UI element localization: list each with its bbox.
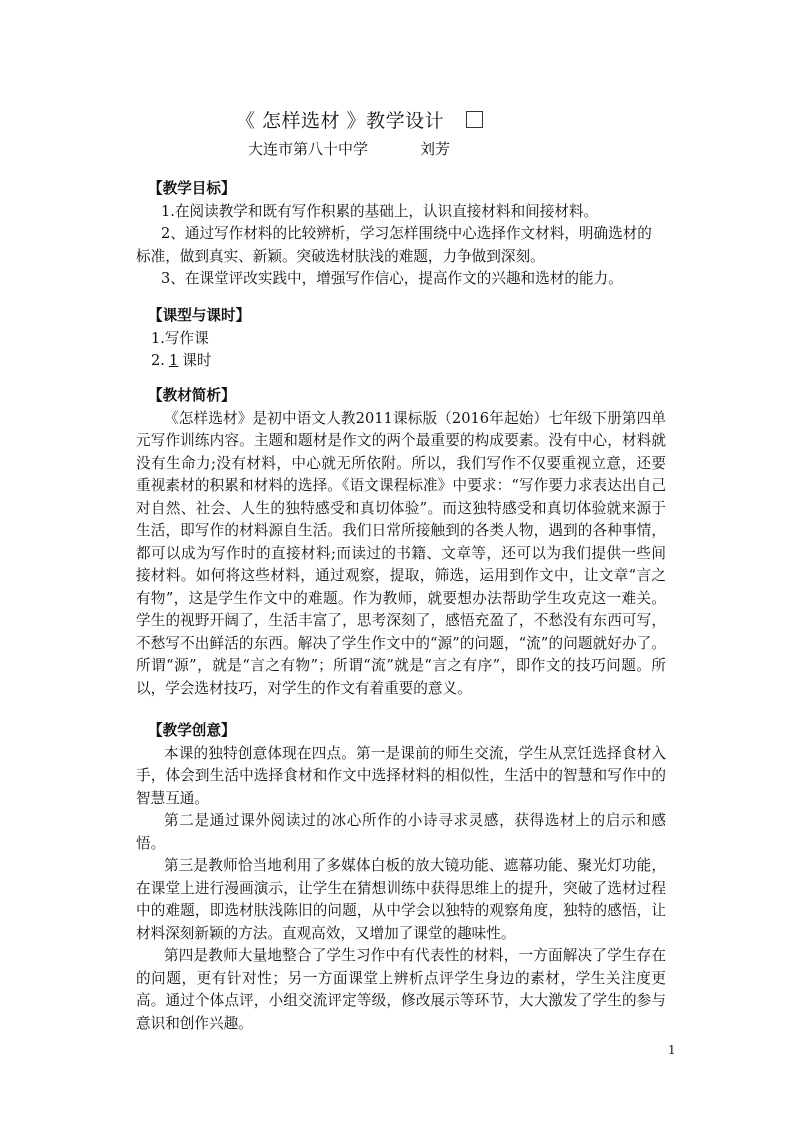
creativity-paragraph-2: 第二是通过课外阅读过的冰心所作的小诗寻求灵感，获得选材上的启示和感悟。: [136, 812, 666, 852]
goal-item-1: 1.在阅读教学和既有写作积累的基础上，认识直接材料和间接材料。: [161, 202, 599, 220]
section-goals: [136, 178, 666, 291]
creativity-paragraph-3: 第三是教师恰当地利用了多媒体白板的放大镜功能、遮幕功能、聚光灯功能，在课堂上进行漫画演示，让学生在猜想训练中获得思维上的提升，突破了选材过程中的难题，即选材肤浅陈旧的问题，从中学会以独特的观察角度，独特的感悟，让材料深刻新颖的方法。直观高效，又增加了课堂的趣味性。: [136, 857, 666, 942]
course-type-item-1: 1.写作课: [151, 329, 209, 347]
creativity-paragraph-1: 本课的独特创意体现在四点。第一是课前的师生交流，学生从烹饪选择食材入手，体会到生活中选择食材和作文中选择材料的相似性，生活中的智慧和写作中的智慧互通。: [136, 744, 666, 807]
author-name: 刘芳: [420, 140, 451, 158]
section-course-type: [136, 305, 666, 373]
textbook-heading: 【教材简析】: [148, 387, 236, 404]
goals-heading: 【教学目标】: [148, 180, 236, 197]
course-type-heading: 【课型与课时】: [148, 307, 251, 324]
course-type-item-2: [151, 350, 666, 373]
course-hours-value: 1: [168, 352, 179, 369]
goal-item-2: 2、通过写作材料的比较辨析，学习怎样围绕中心选择作文材料，明确选材的标准，做到真实、新颖。突破选材肤浅的难题，力争做到深刻。: [136, 225, 652, 265]
textbook-body: 《怎样选材》是初中语文人教2011课标版（2016年起始）七年级下册第四单元写作训练内容。主题和题材是作文的两个最重要的构成要素。没有中心，材料就没有生命力;没有材料，中心就无所依附。所以，我们写作不仅要重视立意，还要重视素材的积累和材料的选择。《语文课程标准》中要求：“写作要力求表达出自己对自然、社会、人生的独特感受和真切体验”。而这独特感受和真切体验就来源于生活，即写作的材料源自生活。我们日常所接触到的各类人物，遇到的各种事情，都可以成为写作时的直接材料;而读过的书籍、文章等，还可以为我们提供一些间接材料。如何将这些材料，通过观察，提取，筛选，运用到作文中，让文章“言之有物”，这是学生作文中的难题。作为教师，就要想办法帮助学生攻克这一难关。学生的视野开阔了，生活丰富了，思考深刻了，感悟充盈了，不愁没有东西可写，不愁写不出鲜活的东西。解决了学生作文中的“源”的问题，“流”的问题就好办了。所谓“源”，就是“言之有物”；所谓“流”就是“言之有序”，即作文的技巧问题。所以，学会选材技巧，对学生的作文有着重要的意义。: [136, 409, 666, 697]
checkbox-glyph-icon: [466, 111, 483, 128]
document-title: [236, 106, 483, 133]
creativity-paragraph-4: 第四是教师大量地整合了学生习作中有代表性的材料，一方面解决了学生存在的问题，更有针对性；另一方面课堂上辨析点评学生身边的素材，学生关注度更高。通过个体点评，小组交流评定等级，修改展示等环节，大大激发了学生的参与意识和创作兴趣。: [136, 947, 666, 1032]
section-textbook: [136, 385, 666, 700]
author-school: 大连市第八十中学: [248, 140, 369, 158]
goal-item-3: 3、在课堂评改实践中，增强写作信心，提高作文的兴趣和选材的能力。: [161, 270, 623, 287]
course-type-item-2-suffix: 课时: [182, 352, 212, 369]
author-line: [248, 138, 450, 159]
title-text: 《 怎样选材 》教学设计: [236, 110, 445, 132]
section-creativity: [136, 720, 666, 1035]
page-number: 1: [668, 1043, 676, 1057]
course-type-item-2-prefix: 2.: [151, 352, 165, 369]
creativity-heading: 【教学创意】: [148, 722, 236, 739]
